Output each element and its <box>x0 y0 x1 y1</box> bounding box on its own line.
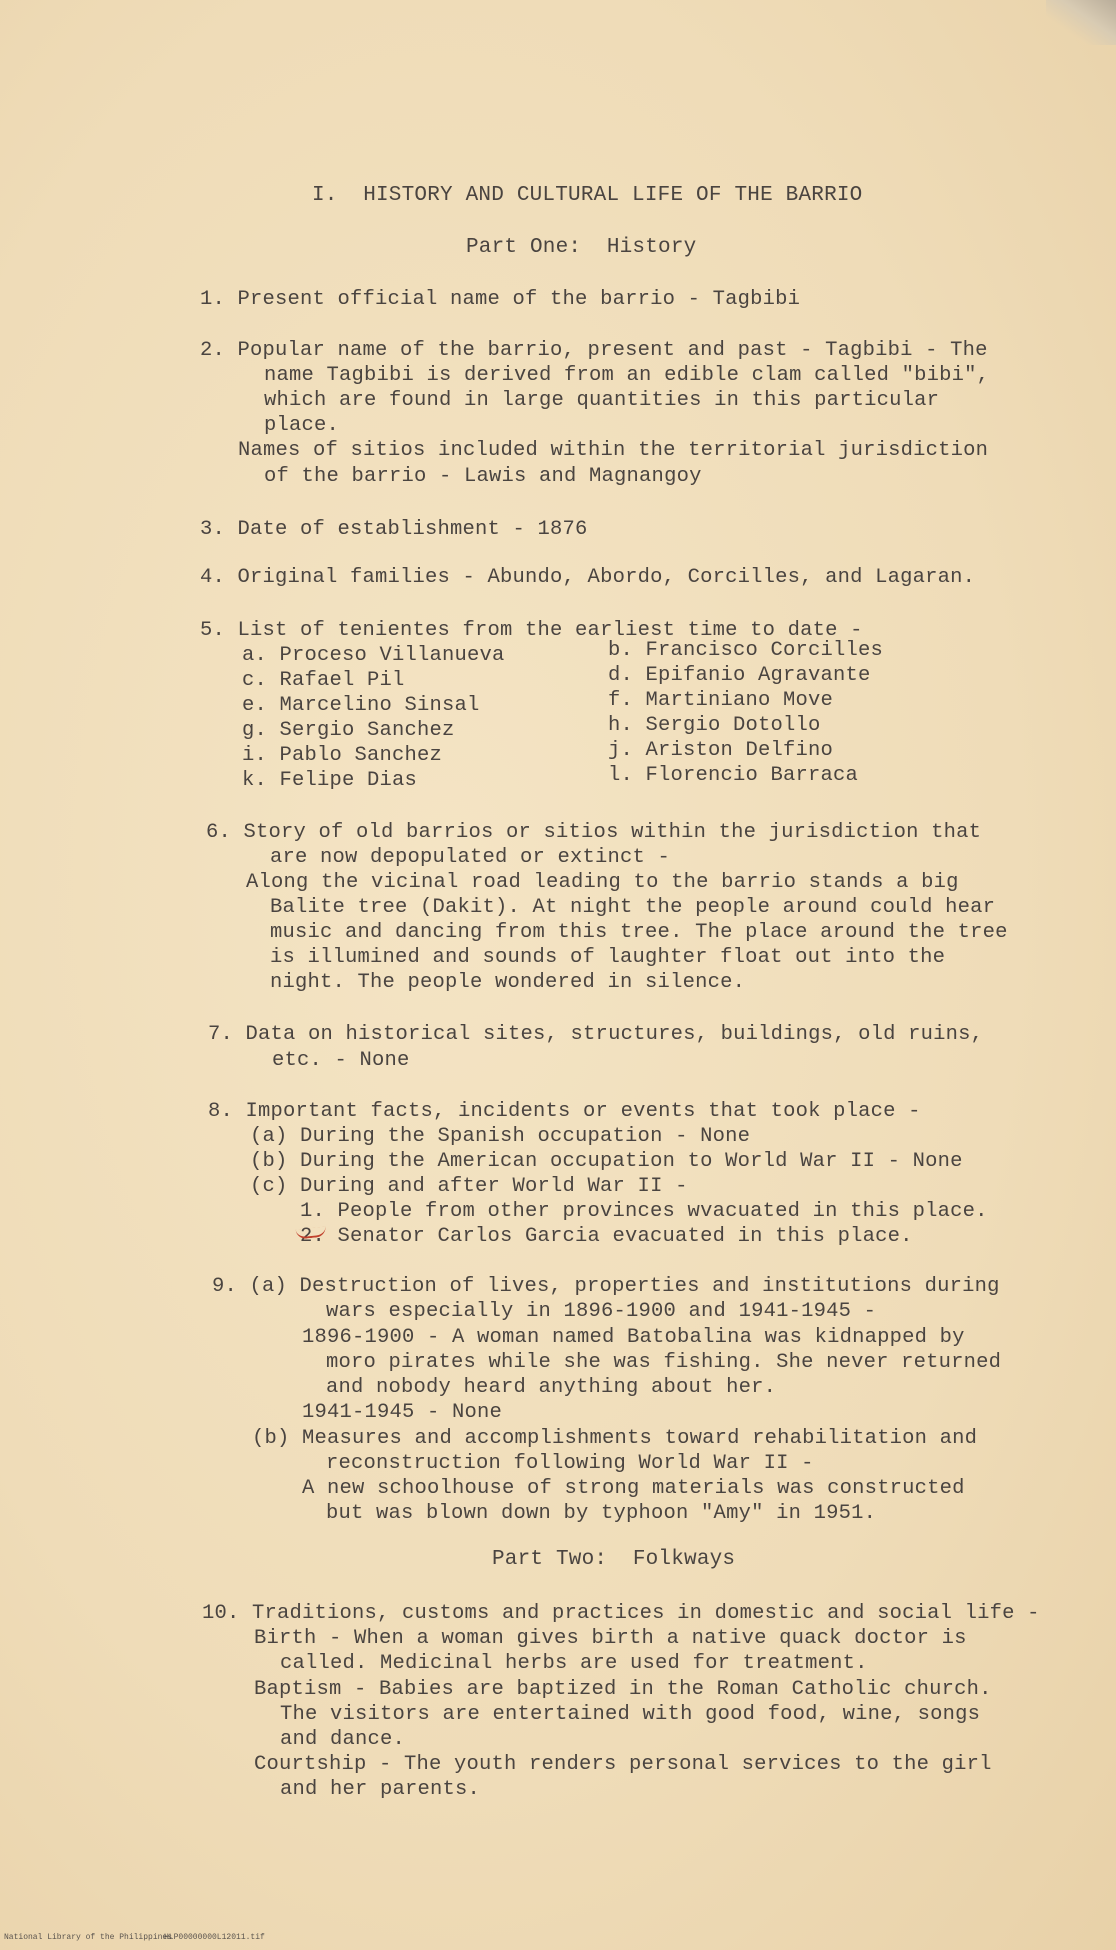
teniente-right: l. Florencio Barraca <box>608 764 859 787</box>
part-two-heading: Part Two: Folkways <box>492 1548 736 1571</box>
item-4: 4. Original families - Abundo, Abordo, Corcilles, and Lagaran. <box>200 566 976 589</box>
item-9-line: reconstruction following World War II - <box>326 1452 814 1475</box>
item-6-line: music and dancing from this tree. The place around the tree <box>270 921 1008 944</box>
teniente-left: k. Felipe Dias <box>242 769 418 792</box>
item-2-line: which are found in large quantities in this particular <box>264 389 940 412</box>
item-9-line: 9. (a) Destruction of lives, properties and institutions during <box>212 1275 1000 1298</box>
item-7-line: etc. - None <box>272 1049 410 1072</box>
item-9-line: moro pirates while she was fishing. She never returned <box>326 1351 1002 1374</box>
item-2-line: 2. Popular name of the barrio, present and past - Tagbibi - The <box>200 339 988 362</box>
teniente-left: g. Sergio Sanchez <box>242 719 455 742</box>
page-corner-curl <box>1046 0 1116 45</box>
item-2-line: place. <box>264 414 340 437</box>
item-6-line: are now depopulated or extinct - <box>270 846 671 869</box>
teniente-left: c. Rafael Pil <box>242 669 405 692</box>
item-9-line: and nobody heard anything about her. <box>326 1376 777 1399</box>
teniente-right: d. Epifanio Agravante <box>608 664 871 687</box>
item-6-line: 6. Story of old barrios or sitios within the jurisdiction that <box>206 821 982 844</box>
item-10-line: called. Medicinal herbs are used for treatment. <box>280 1652 868 1675</box>
item-10-line: Birth - When a woman gives birth a native quack doctor is <box>254 1627 967 1650</box>
item-2-line: name Tagbibi is derived from an edible clam called "bibi", <box>264 364 990 387</box>
item-9-line: A new schoolhouse of strong materials was constructed <box>302 1477 965 1500</box>
teniente-right: h. Sergio Dotollo <box>608 714 821 737</box>
teniente-left: e. Marcelino Sinsal <box>242 694 480 717</box>
item-9-line: 1941-1945 - None <box>302 1401 503 1424</box>
item-9-line: 1896-1900 - A woman named Batobalina was kidnapped by <box>302 1326 965 1349</box>
item-6-line: is illumined and sounds of laughter float out into the <box>270 946 946 969</box>
item-6-line: night. The people wondered in silence. <box>270 971 746 994</box>
item-8-c2: 2. Senator Carlos Garcia evacuated in this place. <box>300 1225 913 1248</box>
document-title: I. HISTORY AND CULTURAL LIFE OF THE BARRIO <box>312 184 863 207</box>
item-7-line: 7. Data on historical sites, structures, buildings, old ruins, <box>208 1023 984 1046</box>
item-1: 1. Present official name of the barrio - Tagbibi <box>200 288 801 311</box>
teniente-right: b. Francisco Corcilles <box>608 639 884 662</box>
item-10-line: The visitors are entertained with good food, wine, songs <box>280 1703 981 1726</box>
item-10-line: Courtship - The youth renders personal services to the girl <box>254 1753 992 1776</box>
item-5: 5. List of tenientes from the earliest time to date - <box>200 619 863 642</box>
item-6-line: Balite tree (Dakit). At night the people around could hear <box>270 896 996 919</box>
item-8-c: (c) During and after World War II - <box>250 1175 688 1198</box>
item-10-line: and her parents. <box>280 1778 481 1801</box>
footer-library: National Library of the Philippines <box>4 1933 173 1942</box>
item-6-line: Along the vicinal road leading to the barrio stands a big <box>246 871 959 894</box>
part-one-heading: Part One: History <box>466 236 697 259</box>
teniente-right: j. Ariston Delfino <box>608 739 834 762</box>
item-9-line: wars especially in 1896-1900 and 1941-1945 - <box>326 1300 877 1323</box>
item-10-line: Baptism - Babies are baptized in the Roman Catholic church. <box>254 1678 992 1701</box>
teniente-right: f. Martiniano Move <box>608 689 834 712</box>
item-8-b: (b) During the American occupation to World War II - None <box>250 1150 963 1173</box>
item-9-line: (b) Measures and accomplishments toward rehabilitation and <box>252 1427 978 1450</box>
item-2-line: Names of sitios included within the territorial jurisdiction <box>238 439 989 462</box>
item-9-line: but was blown down by typhoon "Amy" in 1951. <box>326 1502 877 1525</box>
teniente-left: i. Pablo Sanchez <box>242 744 443 767</box>
footer-filename: HLP00000000L12011.tif <box>164 1933 265 1942</box>
item-2-line: of the barrio - Lawis and Magnangoy <box>264 465 702 488</box>
item-3: 3. Date of establishment - 1876 <box>200 518 588 541</box>
item-10-line: and dance. <box>280 1728 406 1751</box>
item-8-line: 8. Important facts, incidents or events that took place - <box>208 1100 921 1123</box>
item-8-a: (a) During the Spanish occupation - None <box>250 1125 751 1148</box>
teniente-left: a. Proceso Villanueva <box>242 644 505 667</box>
item-10-line: 10. Traditions, customs and practices in domestic and social life - <box>202 1602 1040 1625</box>
item-8-c1: 1. People from other provinces wvacuated in this place. <box>300 1200 988 1223</box>
